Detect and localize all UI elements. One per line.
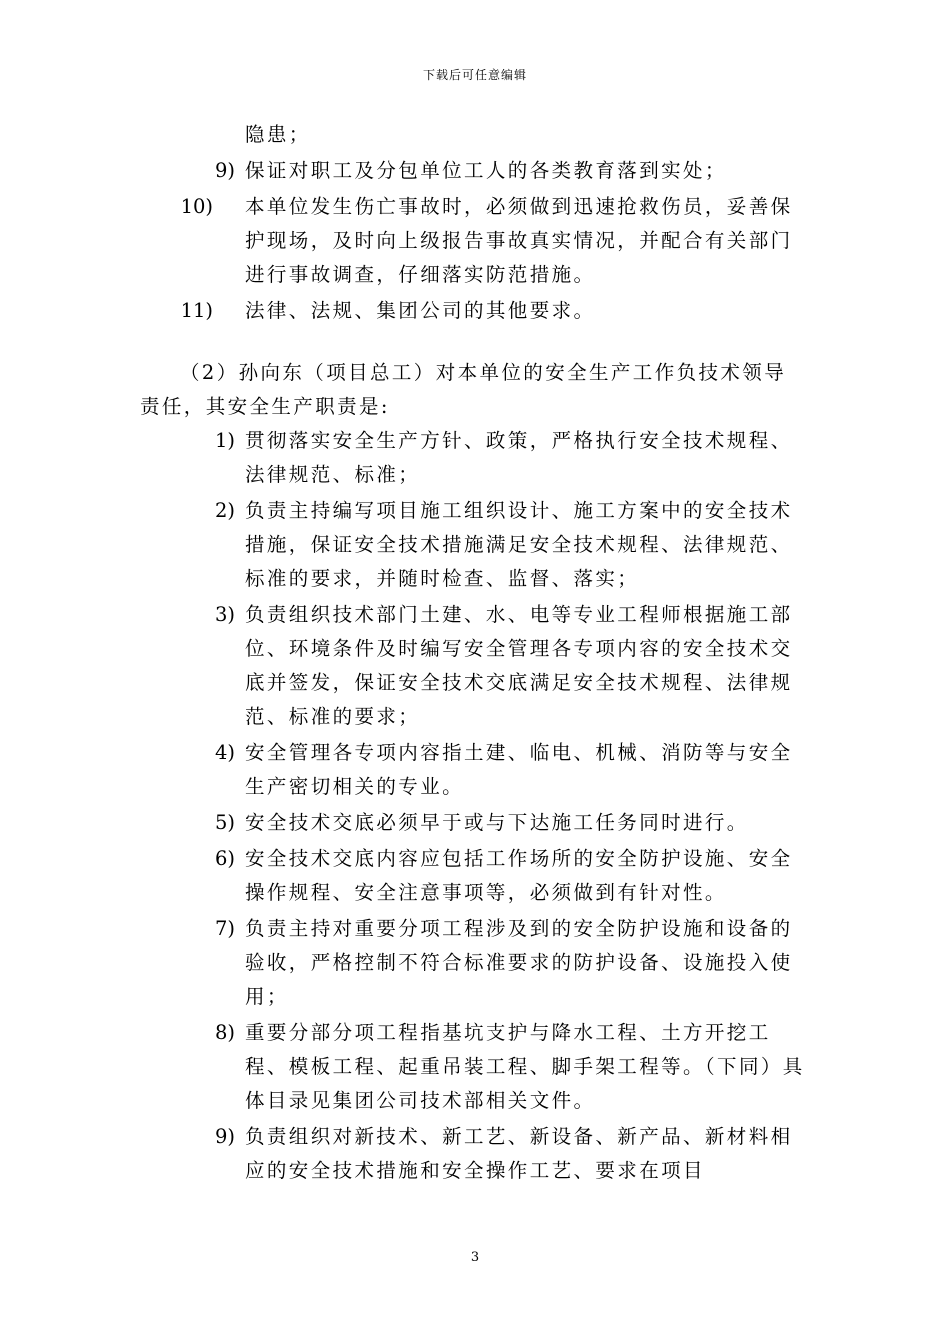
list-item: [214, 1120, 805, 1188]
list-item: [180, 294, 805, 328]
list-item-text: 重要分部分项工程指基坑支护与降水工程、土方开挖工程、模板工程、起重吊装工程、脚手架工程等。（下同）具体目录见集团公司技术部相关文件。: [245, 1021, 805, 1112]
list-item-number: 9): [214, 1125, 235, 1148]
list-item-number: 11): [180, 299, 213, 322]
list-item-text: 安全管理各专项内容指土建、临电、机械、消防等与安全生产密切相关的专业。: [245, 741, 793, 798]
list-item-number: 7): [214, 917, 235, 940]
list-item: [214, 1016, 805, 1118]
list-item-number: 2): [214, 499, 235, 522]
list-item-number: 1): [214, 429, 235, 452]
section-paragraph: （2）孙向东（项目总工）对本单位的安全生产工作负技术领导责任，其安全生产职责是:: [140, 361, 787, 418]
list-item-number: 8): [214, 1021, 235, 1044]
list-item-number: 9): [214, 159, 235, 182]
list-item-text: 负责主持对重要分项工程涉及到的安全防护设施和设备的验收，严格控制不符合标准要求的防护设备、设施投入使用；: [245, 917, 793, 1008]
list-item: [214, 494, 805, 596]
list-item-text: 负责组织技术部门土建、水、电等专业工程师根据施工部位、环境条件及时编写安全管理各专项内容的安全技术交底并签发，保证安全技术交底满足安全技术规程、法律规范、标准的要求；: [245, 603, 793, 728]
continuation-text: 隐患；: [245, 123, 311, 146]
list-item-number: 6): [214, 847, 235, 870]
list-item-text: 安全技术交底必须早于或与下达施工任务同时进行。: [245, 811, 749, 834]
list-item-text: 安全技术交底内容应包括工作场所的安全防护设施、安全操作规程、安全注意事项等，必须做到有针对性。: [245, 847, 793, 904]
list-item-text: 法律、法规、集团公司的其他要求。: [245, 299, 596, 322]
list-item: [180, 190, 805, 292]
list-item-text: 保证对职工及分包单位工人的各类教育落到实处；: [245, 159, 727, 182]
list-item: [214, 598, 805, 734]
list-item: [214, 912, 805, 1014]
document-body: [0, 118, 950, 1188]
list-item-number: 10): [180, 195, 213, 218]
page-number: 3: [470, 1250, 480, 1265]
continuation-line: [245, 118, 805, 152]
page-header: 下载后可任意编辑: [422, 68, 527, 82]
list-item-number: 3): [214, 603, 235, 626]
list-item-number: 4): [214, 741, 235, 764]
list-item-number: 5): [214, 811, 235, 834]
list-item: [214, 424, 805, 492]
list-item: [214, 154, 805, 188]
list-item-text: 本单位发生伤亡事故时，必须做到迅速抢救伤员，妥善保护现场，及时向上级报告事故真实情况，并配合有关部门进行事故调查，仔细落实防范措施。: [245, 195, 793, 286]
list-item-text: 负责组织对新技术、新工艺、新设备、新产品、新材料相应的安全技术措施和安全操作工艺、要求在项目: [245, 1125, 793, 1182]
list-item: [214, 736, 805, 804]
list-item: [214, 806, 805, 840]
list-item: [214, 842, 805, 910]
list-item-text: 负责主持编写项目施工组织设计、施工方案中的安全技术措施，保证安全技术措施满足安全技术规程、法律规范、标准的要求，并随时检查、监督、落实；: [245, 499, 793, 590]
list-item-text: 贯彻落实安全生产方针、政策，严格执行安全技术规程、法律规范、标准；: [245, 429, 793, 486]
